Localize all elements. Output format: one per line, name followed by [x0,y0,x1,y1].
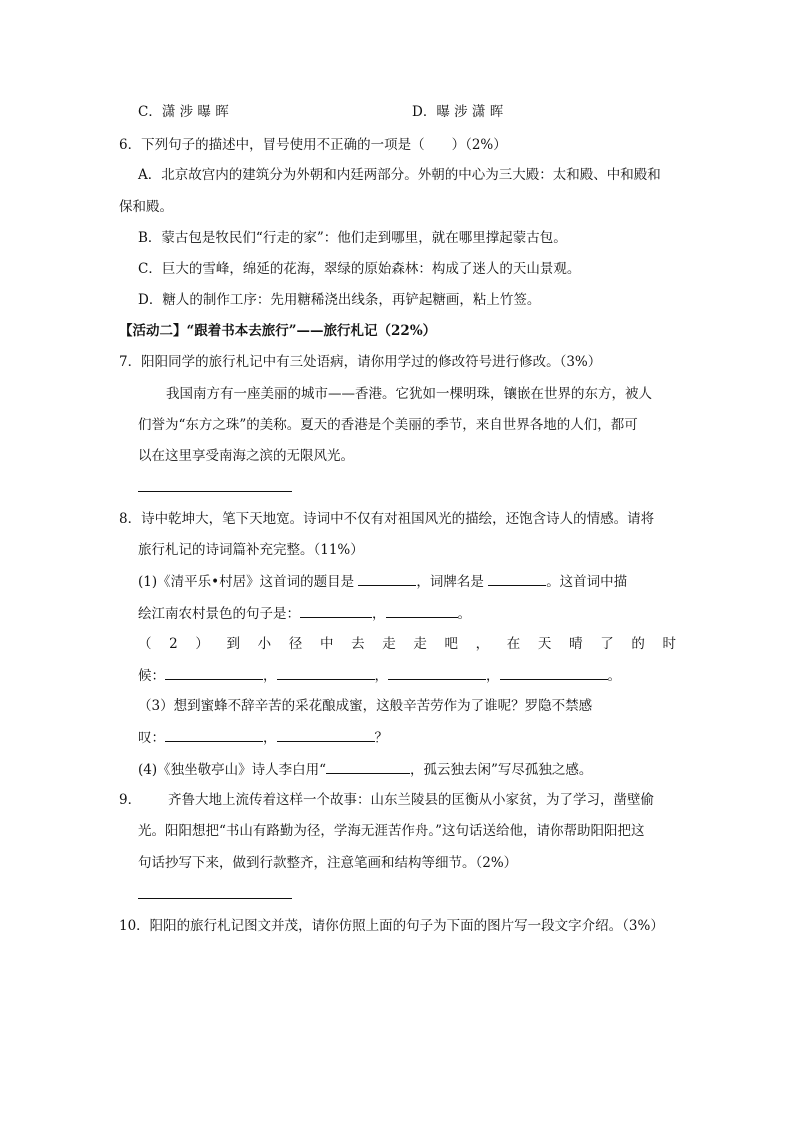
q8-sub1-text-b: ，词牌名是 [416,574,484,590]
q8-sub2-char: 小 [257,636,272,652]
q8-sub3-end: ？ [374,730,388,746]
q8-blank-weather-4[interactable] [500,665,608,680]
q8-sub2-text-b: 候： [138,668,165,684]
q9-number: 9． [119,792,142,808]
q6-option-a-line2: 保和殿。 [119,199,173,215]
q7-passage-line3: 以在这里享受南海之滨的无限风光。 [138,448,354,464]
q8-sub2-comma-2: ， [374,668,388,684]
q7-passage-line1: 我国南方有一座美丽的城市——香港。它犹如一棵明珠，镶嵌在世界的东方，被人 [166,386,652,402]
q10-stem: 10．阳阳的旅行札记图文并茂，请你仿照上面的句子为下面的图片写一段文字介绍。（3%） [119,918,664,934]
q8-sub1-text-c: 。这首词中描 [546,574,628,590]
q8-sub3-text-b: 叹： [138,730,165,746]
q8-sub2-char: 中 [319,636,334,652]
q8-blank-scene-1[interactable] [300,603,372,618]
activity2-heading: 【活动二】“跟着书本去旅行”——旅行札记（22%） [119,323,437,339]
q8-blank-weather-2[interactable] [277,665,375,680]
q8-sub2-char: 晴 [569,636,583,652]
q8-sub1-end: 。 [457,606,471,622]
q8-blank-cipai[interactable] [488,571,546,586]
q8-blank-bee-2[interactable] [277,727,375,742]
q8-blank-scene-2[interactable] [386,603,458,618]
q5-option-d: D．曝 涉 潇 晖 [412,104,504,120]
q8-sub1-line2 [138,603,471,624]
q8-sub2-char: 径 [288,636,303,652]
q8-sub4-text-a: (4)《独坐敬亭山》诗人李白用“ [138,762,327,778]
q8-blank-weather-1[interactable] [165,665,263,680]
q8-sub2-char: （ [138,636,152,652]
q8-sub2-char: 走 [413,636,427,652]
q8-blank-bee-1[interactable] [165,727,263,742]
q8-sub2-char: 到 [226,636,241,652]
q6-stem: 6．下列句子的描述中，冒号使用不正确的一项是（ ）（2%） [119,137,507,153]
q6-option-d: D．糖人的制作工序：先用糖稀浇出线条，再铲起糖画，粘上竹签。 [138,292,541,308]
q7-stem: 7．阳阳同学的旅行札记中有三处语病，请你用学过的修改符号进行修改。（3%） [119,354,602,370]
q8-sub3-line1: （3）想到蜜蜂不辞辛苦的采花酿成蜜，这般辛苦劳作为了谁呢？罗隐不禁感 [138,698,593,714]
q7-answer-line [138,491,292,492]
q6-option-c: C．巨大的雪峰，绵延的花海，翠绿的原始森林：构成了迷人的天山景观。 [138,261,581,277]
q8-blank-title[interactable] [358,571,416,586]
q8-sub2-char: 天 [537,636,552,652]
q8-sub3-comma: ， [263,730,277,746]
q8-sub2-char: 了 [600,636,614,652]
q8-sub2-end: 。 [607,668,621,684]
q8-sub2-char: 吧 [444,636,458,652]
q8-sub2-char: 去 [351,636,365,652]
q8-sub2-comma-1: ， [263,668,277,684]
q8-sub2-line1 [138,634,676,654]
q8-sub2-char: 走 [382,636,396,652]
q8-sub2-char: 时 [662,636,676,652]
q8-blank-weather-3[interactable] [388,665,486,680]
q8-sub2-char: 的 [631,636,645,652]
q8-sub1-text-a: (1)《清平乐•村居》这首词的题目是 [138,574,355,590]
q8-sub2-line2 [138,665,621,686]
q8-sub2-char: 在 [506,636,521,652]
q8-sub2-char: 2 [169,636,178,652]
q8-sub2-char: ， [475,636,490,652]
q8-sub1-line1 [138,571,627,592]
q9-line2: 光。阳阳想把“书山有路勤为径，学海无涯苦作舟。”这句话送给他，请你帮助阳阳把这 [138,823,645,839]
q8-stem-line2: 旅行札记的诗词篇补充完整。（11%） [138,542,364,558]
q8-sub4-line [138,759,592,780]
q8-sub1-text-d: 绘江南农村景色的句子是： [138,606,300,622]
q9-line3: 句话抄写下来，做到行款整齐，注意笔画和结构等细节。（2%） [138,855,518,871]
q8-sub3-line2 [138,727,388,748]
q8-sub2-char: ） [195,636,209,652]
q7-passage-line2: 们誉为“东方之珠”的美称。夏天的香港是个美丽的季节，来自世界各地的人们，都可 [138,417,638,433]
q8-sub2-comma-3: ， [486,668,500,684]
q6-option-b: B．蒙古包是牧民们“行走的家”：他们走到哪里，就在哪里撑起蒙古包。 [138,230,567,246]
q5-option-c: C．潇 涉 曝 晖 [138,104,229,120]
q6-option-a-line1: A．北京故宫内的建筑分为外朝和内廷两部分。外朝的中心为三大殿：太和殿、中和殿和 [138,167,661,183]
q9-answer-line [138,898,292,899]
q8-blank-jingting[interactable] [326,759,410,774]
q8-sub4-text-b: ，孤云独去闲”写尽孤独之感。 [410,762,593,778]
q9-line1: 齐鲁大地上流传着这样一个故事：山东兰陵县的匡衡从小家贫，为了学习，凿壁偷 [168,792,654,808]
q8-stem-line1: 8．诗中乾坤大，笔下天地宽。诗词中不仅有对祖国风光的描绘，还饱含诗人的情感。请将 [119,511,655,527]
q8-sub1-comma: ， [372,606,386,622]
